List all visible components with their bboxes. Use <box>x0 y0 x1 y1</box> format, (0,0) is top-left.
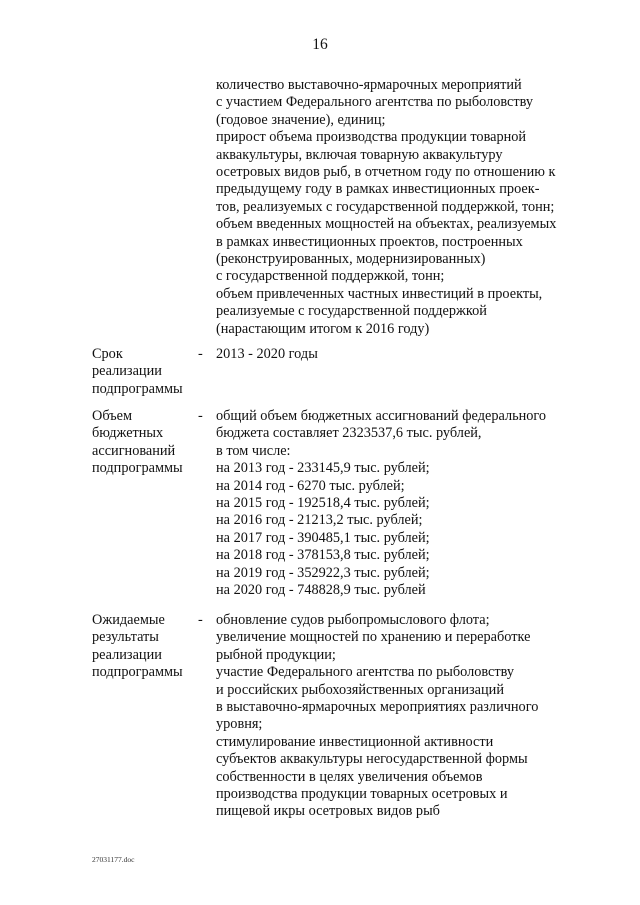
page-number: 16 <box>312 36 328 53</box>
text-line: (годовое значение), единиц; <box>216 111 386 128</box>
text-line: участие Федерального агентства по рыболовству <box>216 664 515 681</box>
text-line: бюджета составляет 2323537,6 тыс. рублей, <box>216 425 482 442</box>
text-line: рыбной продукции; <box>216 646 336 663</box>
label-line: Срок <box>92 346 123 362</box>
text-line: с участием Федерального агентства по рыболовству <box>216 94 534 111</box>
label-line: бюджетных <box>92 425 164 442</box>
text-line: на 2013 год - 233145,9 тыс. рублей; <box>216 460 430 477</box>
row-label <box>92 346 204 398</box>
text-line: количество выставочно-ярмарочных мероприятий <box>216 77 522 93</box>
text-line: и российских рыбохозяйственных организаций <box>216 681 504 698</box>
text-line: в выставочно-ярмарочных мероприятиях различного <box>216 699 539 716</box>
row-dash: - <box>198 408 203 424</box>
text-line: пищевой икры осетровых видов рыб <box>216 803 440 820</box>
text-line: субъектов аквакультуры негосударственной формы <box>216 751 528 768</box>
label-line: реализации <box>92 363 162 380</box>
text-line: на 2018 год - 378153,8 тыс. рублей; <box>216 547 430 564</box>
text-line: прирост объема производства продукции товарной <box>216 129 527 146</box>
row-label <box>92 612 204 682</box>
text-line: общий объем бюджетных ассигнований федерального <box>216 408 547 424</box>
text-line: собственности в целях увеличения объемов <box>216 768 483 785</box>
row-dash: - <box>198 612 203 628</box>
row-content <box>216 408 616 599</box>
text-line: обновление судов рыбопромыслового флота; <box>216 612 490 628</box>
text-line: (реконструированных, модернизированных) <box>216 251 486 268</box>
text-line: в рамках инвестиционных проектов, построенных <box>216 233 523 250</box>
label-line: подпрограммы <box>92 664 183 681</box>
label-line: ассигнований <box>92 442 176 459</box>
label-line: подпрограммы <box>92 460 183 477</box>
row-label <box>92 408 204 478</box>
text-line: на 2015 год - 192518,4 тыс. рублей; <box>216 495 430 512</box>
label-line: Объем <box>92 408 133 424</box>
text-line: производства продукции товарных осетровых и <box>216 786 508 803</box>
label-line: подпрограммы <box>92 380 183 397</box>
text-line: уровня; <box>216 716 263 733</box>
text-line: (нарастающим итогом к 2016 году) <box>216 320 430 337</box>
text-line: на 2016 год - 21213,2 тыс. рублей; <box>216 512 423 529</box>
row-content <box>216 346 616 363</box>
text-line: осетровых видов рыб, в отчетном году по отношению к <box>216 164 556 181</box>
row-dash: - <box>198 346 203 362</box>
text-line: стимулирование инвестиционной активности <box>216 733 494 750</box>
text-line: 2013 - 2020 годы <box>216 346 318 362</box>
text-line: объем введенных мощностей на объектах, реализуемых <box>216 216 557 233</box>
indicators-continuation <box>216 77 606 338</box>
text-line: тов, реализуемых с государственной поддержкой, тонн; <box>216 198 555 215</box>
label-line: результаты <box>92 629 159 646</box>
text-line: в том числе: <box>216 442 291 459</box>
text-line: на 2017 год - 390485,1 тыс. рублей; <box>216 529 430 546</box>
text-line: с государственной поддержкой, тонн; <box>216 268 445 285</box>
text-line: на 2020 год - 748828,9 тыс. рублей <box>216 582 426 599</box>
document-filename: 27031177.doc <box>92 855 135 864</box>
text-line: аквакультуры, включая товарную аквакультуру <box>216 146 503 163</box>
text-line: объем привлеченных частных инвестиций в проекты, <box>216 285 543 302</box>
row-content <box>216 612 616 821</box>
text-line: реализуемые с государственной поддержкой <box>216 303 487 320</box>
label-line: Ожидаемые <box>92 612 165 628</box>
text-line: увеличение мощностей по хранению и переработке <box>216 629 531 646</box>
label-line: реализации <box>92 646 162 663</box>
text-line: на 2014 год - 6270 тыс. рублей; <box>216 477 405 494</box>
text-line: предыдущему году в рамках инвестиционных проек- <box>216 181 540 198</box>
text-line: на 2019 год - 352922,3 тыс. рублей; <box>216 564 430 581</box>
